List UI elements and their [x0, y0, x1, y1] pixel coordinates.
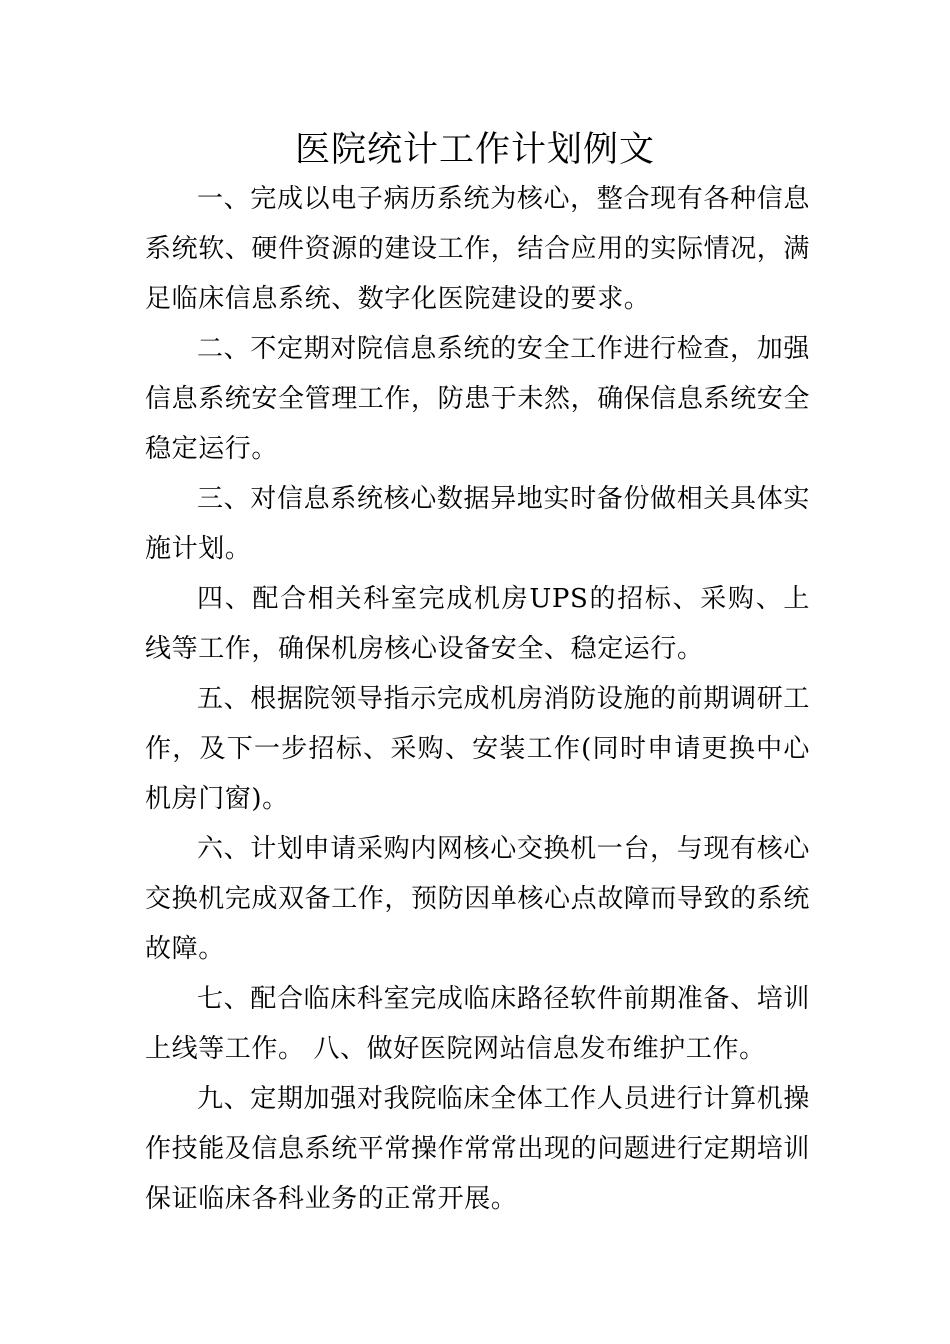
paragraph-4: 四、配合相关科室完成机房UPS的招标、采购、上线等工作，确保机房核心设备安全、稳定运行。 [145, 584, 810, 664]
paragraph-3: 三、对信息系统核心数据异地实时备份做相关具体实施计划。 [145, 484, 810, 564]
paragraph-8: 九、定期加强对我院临床全体工作人员进行计算机操作技能及信息系统平常操作常常出现的问题进行定期培训保证临床各科业务的正常开展。 [145, 1084, 811, 1214]
document-body [145, 174, 810, 1224]
document-title: 医院统计工作计划例文 [294, 130, 655, 170]
paragraph-2: 二、不定期对院信息系统的安全工作进行检查，加强信息系统安全管理工作，防患于未然，确保信息系统安全稳定运行。 [145, 334, 811, 464]
paragraph-6: 六、计划申请采购内网核心交换机一台，与现有核心交换机完成双备工作，预防因单核心点故障而导致的系统故障。 [145, 834, 811, 964]
paragraph-1: 一、完成以电子病历系统为核心，整合现有各种信息系统软、硬件资源的建设工作，结合应用的实际情况，满足临床信息系统、数字化医院建设的要求。 [145, 184, 811, 314]
paragraph-5: 五、根据院领导指示完成机房消防设施的前期调研工作，及下一步招标、采购、安装工作(同时申请更换中心机房门窗)。 [145, 684, 810, 814]
paragraph-7: 七、配合临床科室完成临床路径软件前期准备、培训上线等工作。 八、做好医院网站信息发布维护工作。 [145, 984, 810, 1064]
